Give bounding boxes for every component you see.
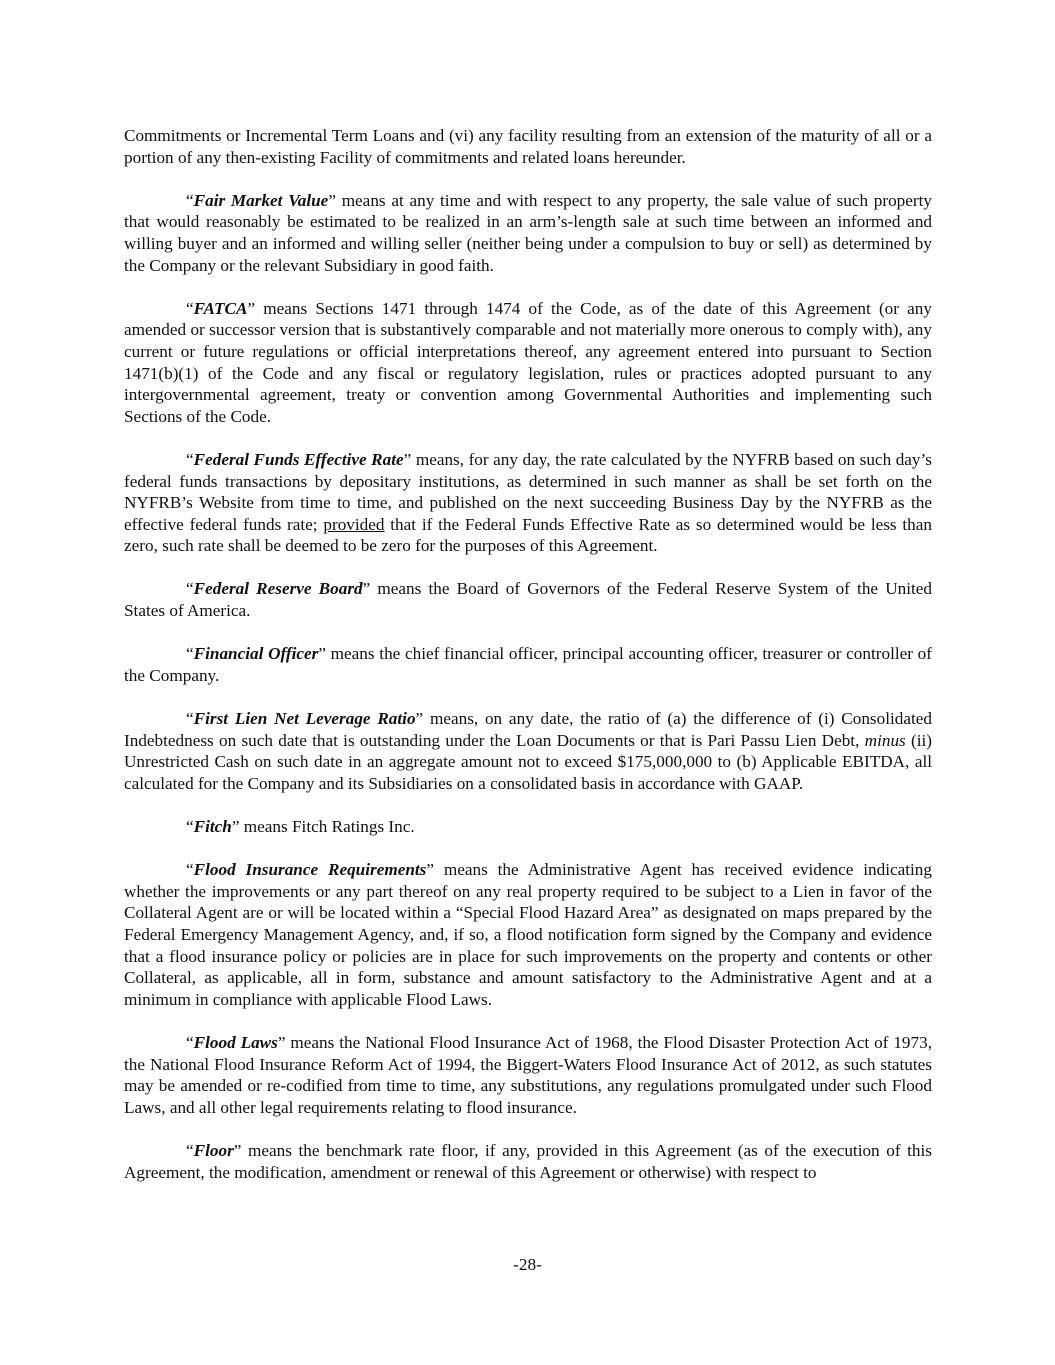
underlined-word: provided	[323, 514, 385, 534]
page-number: -28-	[513, 1255, 542, 1274]
definition-fair-market-value: “Fair Market Value” means at any time and with respect to any property, the sale value of such property that would reasonably be estimated to be realized in an arm’s-length sale at such time between an informed and willing buyer and an informed and willing seller (neither being under a compulsion to buy or sell) as determined by the Company or the relevant Subsidiary in good faith.	[124, 190, 932, 275]
italic-word: minus	[864, 730, 906, 750]
defined-term: Federal Funds Effective Rate	[193, 449, 404, 469]
definition-text: means Fitch Ratings Inc.	[239, 817, 415, 836]
defined-term: Fitch	[193, 817, 232, 836]
defined-term: First Lien Net Leverage Ratio	[193, 709, 416, 729]
document-page	[124, 125, 932, 1205]
defined-term: Fair Market Value	[193, 190, 329, 210]
definition-text: means, on any date, the ratio of (a) the difference of (i) Consolidated Indebtedness on such date that is outstanding under the Loan Documents or that is Pari Passu Lien Debt,	[124, 709, 932, 750]
definition-floor: “Floor” means the benchmark rate floor, if any, provided in this Agreement (as of the execution of this Agreement, the modification, amendment or renewal of this Agreement or otherwise) with respect to	[124, 1140, 932, 1182]
defined-term: Floor	[193, 1140, 234, 1160]
definition-text-continued: that if the Federal Funds Effective Rate as so determined would be less than zero, such rate shall be deemed to be zero for the purposes of this Agreement.	[124, 514, 932, 556]
definition-text: means the Board of Governors of the Federal Reserve System of the United States of America.	[124, 579, 932, 621]
paragraph-continued	[124, 125, 932, 168]
definition-financial-officer: “Financial Officer” means the chief financial officer, principal accounting officer, treasurer or controller of the Company.	[124, 644, 932, 685]
defined-term: Federal Reserve Board	[193, 579, 363, 599]
definition-text: means the Administrative Agent has received evidence indicating whether the improvements or any part thereof on any real property required to be subject to a Lien in favor of the Collateral Agent are or will be located within a “Special Flood Hazard Area” as designated on maps prepared by the Federal Emergency Management Agency, and, if so, a flood notification form signed by the Company and evidence that a flood insurance policy or policies are in place for such improvements on the property and contents or other Collateral, as applicable, all in form, substance and amount satisfactory to the Administrative Agent and at a minimum in compliance with applicable Flood Laws.	[124, 860, 932, 1009]
definition-flood-insurance-requirements: “Flood Insurance Requirements” means the Administrative Agent has received evidence indicating whether the improvements or any part thereof on any real property required to be subject to a Lien in favor of the Collateral Agent are or will be located within a “Special Flood Hazard Area” as designated on maps prepared by the Federal Emergency Management Agency, and, if so, a flood notification form signed by the Company and evidence that a flood insurance policy or policies are in place for such improvements on the property and contents or other Collateral, as applicable, all in form, substance and amount satisfactory to the Administrative Agent and at a minimum in compliance with applicable Flood Laws.	[124, 860, 932, 1009]
definition-flood-laws: “Flood Laws” means the National Flood Insurance Act of 1968, the Flood Disaster Protection Act of 1973, the National Flood Insurance Reform Act of 1994, the Biggert-Waters Flood Insurance Act of 2012, as such statutes may be amended or re-codified from time to time, any substitutions, any regulations promulgated under such Flood Laws, and all other legal requirements relating to flood insurance.	[124, 1032, 932, 1117]
definition-fatca: “FATCA” means Sections 1471 through 1474 of the Code, as of the date of this Agreement (or any amended or successor version that is substantively comparable and not materially more onerous to comply with), any current or future regulations or official interpretations thereof, any agreement entered into pursuant to Section 1471(b)(1) of the Code and any fiscal or regulatory legislation, rules or practices adopted pursuant to any intergovernmental agreement, treaty or convention among Governmental Authorities and implementing such Sections of the Code.	[124, 298, 932, 426]
definition-fitch: “Fitch” means Fitch Ratings Inc.	[186, 817, 415, 836]
paragraph-text: Commitments or Incremental Term Loans and (vi) any facility resulting from an extension of the maturity of all or a portion of any then-existing Facility of commitments and related loans hereunder.	[124, 126, 932, 167]
definition-text: means, for any day, the rate calculated by the NYFRB based on such day’s federal funds transactions by depositary institutions, as determined in such manner as shall be set forth on the NYFRB’s Website from time to time, and published on the next succeeding Business Day by the NYFRB as the effective federal funds rate;	[124, 449, 932, 534]
definition-text: means the benchmark rate floor, if any, provided in this Agreement (as of the execution of this Agreement, the modification, amendment or renewal of this Agreement or otherwise) with respect to	[124, 1140, 932, 1182]
defined-term: Financial Officer	[193, 644, 319, 664]
defined-term: FATCA	[193, 298, 248, 318]
definition-federal-funds-effective-rate: “Federal Funds Effective Rate” means, for any day, the rate calculated by the NYFRB based on such day’s federal funds transactions by depositary institutions, as determined in such manner as shall be set forth on the NYFRB’s Website from time to time, and published on the next succeeding Business Day by the NYFRB as the effective federal funds rate; provided that if the Federal Funds Effective Rate as so determined would be less than zero, such rate shall be deemed to be zero for the purposes of this Agreement.	[124, 449, 932, 556]
definition-text: means Sections 1471 through 1474 of the Code, as of the date of this Agreement (or any amended or successor version that is substantively comparable and not materially more onerous to comply with), any current or future regulations or official interpretations thereof, any agreement entered into pursuant to Section 1471(b)(1) of the Code and any fiscal or regulatory legislation, rules or practices adopted pursuant to any intergovernmental agreement, treaty or convention among Governmental Authorities and implementing such Sections of the Code.	[124, 298, 932, 426]
definition-text: means the National Flood Insurance Act of 1968, the Flood Disaster Protection Act of 1973, the National Flood Insurance Reform Act of 1994, the Biggert-Waters Flood Insurance Act of 2012, as such statutes may be amended or re-codified from time to time, any substitutions, any regulations promulgated under such Flood Laws, and all other legal requirements relating to flood insurance.	[124, 1032, 932, 1117]
defined-term: Flood Laws	[193, 1032, 278, 1052]
definition-text: means the chief financial officer, principal accounting officer, treasurer or controller of the Company.	[124, 644, 932, 685]
definition-first-lien-net-leverage-ratio: “First Lien Net Leverage Ratio” means, on any date, the ratio of (a) the difference of (i) Consolidated Indebtedness on such date that is outstanding under the Loan Documents or that is Pari Passu Lien Debt, minus (ii) Unrestricted Cash on such date in an aggregate amount not to exceed $175,000,000 to (b) Applicable EBITDA, all calculated for the Company and its Subsidiaries on a consolidated basis in accordance with GAAP.	[124, 709, 933, 793]
definition-federal-reserve-board: “Federal Reserve Board” means the Board of Governors of the Federal Reserve System of the United States of America.	[124, 579, 932, 621]
definition-text: means at any time and with respect to any property, the sale value of such property that would reasonably be estimated to be realized in an arm’s-length sale at such time between an informed and willing buyer and an informed and willing seller (neither being under a compulsion to buy or sell) as determined by the Company or the relevant Subsidiary in good faith.	[124, 190, 932, 275]
definition-text-continued: (ii) Unrestricted Cash on such date in an aggregate amount not to exceed $175,000,000 to (b) Applicable EBITDA, all calculated for the Company and its Subsidiaries on a consolidated basis in accordance with GAAP.	[124, 730, 933, 793]
defined-term: Flood Insurance Requirements	[193, 860, 427, 880]
